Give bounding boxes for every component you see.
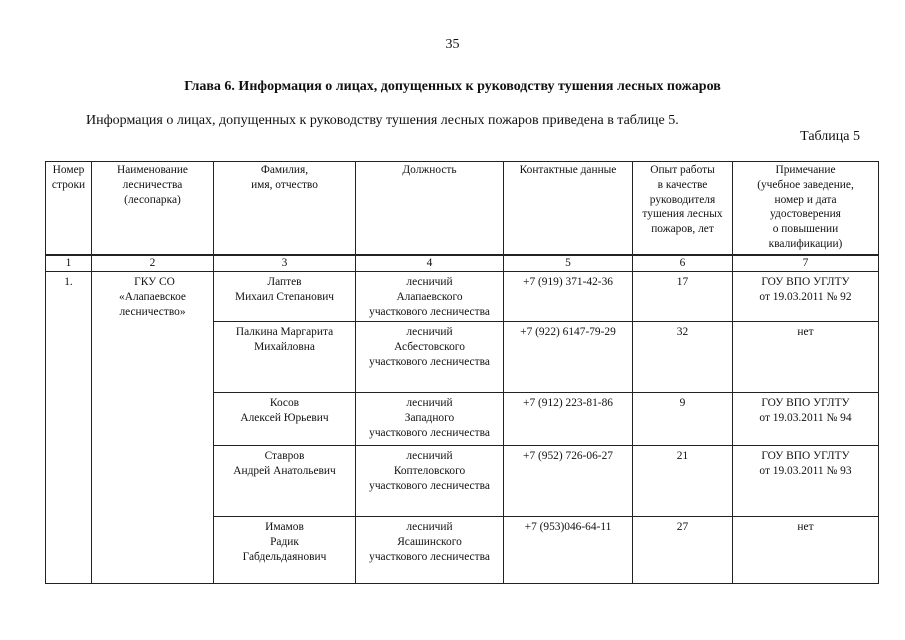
header-cell-forestry: Наименование лесничества (лесопарка)	[92, 162, 214, 256]
contact-cell: +7 (922) 6147-79-29	[504, 322, 633, 393]
chapter-title: Глава 6. Информация о лицах, допущенных к руководству тушения лесных пожаров	[184, 79, 721, 94]
note-cell: ГОУ ВПО УГЛТУ от 19.03.2011 № 93	[733, 446, 879, 517]
position-cell: лесничий Коптеловского участкового лесничества	[356, 446, 504, 517]
position-cell: лесничий Западного участкового лесничества	[356, 393, 504, 446]
person-name-cell: Косов Алексей Юрьевич	[214, 393, 356, 446]
header-cell-name: Фамилия, имя, отчество	[214, 162, 356, 256]
experience-cell: 27	[633, 517, 733, 584]
note-cell: нет	[733, 517, 879, 584]
person-name-cell: Ставров Андрей Анатольевич	[214, 446, 356, 517]
column-number: 1	[46, 255, 92, 272]
column-number: 6	[633, 255, 733, 272]
person-name-cell: Имамов Радик Габдельдаянович	[214, 517, 356, 584]
header-cell-note: Примечание (учебное заведение, номер и дата удостоверения о повышении квалификации)	[733, 162, 879, 256]
header-cell-number: Номер строки	[46, 162, 92, 256]
position-cell: лесничий Алапаевского участкового лесничества	[356, 272, 504, 322]
table-header-row	[46, 162, 879, 256]
contact-cell: +7 (912) 223-81-86	[504, 393, 633, 446]
position-cell: лесничий Ясашинского участкового лесничества	[356, 517, 504, 584]
experience-cell: 32	[633, 322, 733, 393]
note-cell: нет	[733, 322, 879, 393]
contact-cell: +7 (952) 726-06-27	[504, 446, 633, 517]
note-cell: ГОУ ВПО УГЛТУ от 19.03.2011 № 92	[733, 272, 879, 322]
table-row	[46, 272, 879, 322]
table-label: Таблица 5	[800, 129, 860, 144]
column-number: 5	[504, 255, 633, 272]
column-number: 3	[214, 255, 356, 272]
intro-paragraph: Информация о лицах, допущенных к руководству тушения лесных пожаров приведена в таблице 5.	[86, 113, 679, 128]
note-cell: ГОУ ВПО УГЛТУ от 19.03.2011 № 94	[733, 393, 879, 446]
column-number: 2	[92, 255, 214, 272]
page-number: 35	[445, 37, 460, 52]
header-cell-position: Должность	[356, 162, 504, 256]
experience-cell: 21	[633, 446, 733, 517]
header-cell-contact: Контактные данные	[504, 162, 633, 256]
column-number: 4	[356, 255, 504, 272]
row-number-cell: 1.	[46, 272, 92, 584]
experience-cell: 17	[633, 272, 733, 322]
person-name-cell: Лаптев Михаил Степанович	[214, 272, 356, 322]
contact-cell: +7 (953)046-64-11	[504, 517, 633, 584]
forestry-name-cell: ГКУ СО «Алапаевское лесничество»	[92, 272, 214, 584]
column-number-row	[46, 255, 879, 272]
contact-cell: +7 (919) 371-42-36	[504, 272, 633, 322]
header-cell-experience: Опыт работы в качестве руководителя тушения лесных пожаров, лет	[633, 162, 733, 256]
experience-cell: 9	[633, 393, 733, 446]
person-name-cell: Палкина Маргарита Михайловна	[214, 322, 356, 393]
position-cell: лесничий Асбестовского участкового лесничества	[356, 322, 504, 393]
personnel-table	[45, 161, 879, 584]
column-number: 7	[733, 255, 879, 272]
